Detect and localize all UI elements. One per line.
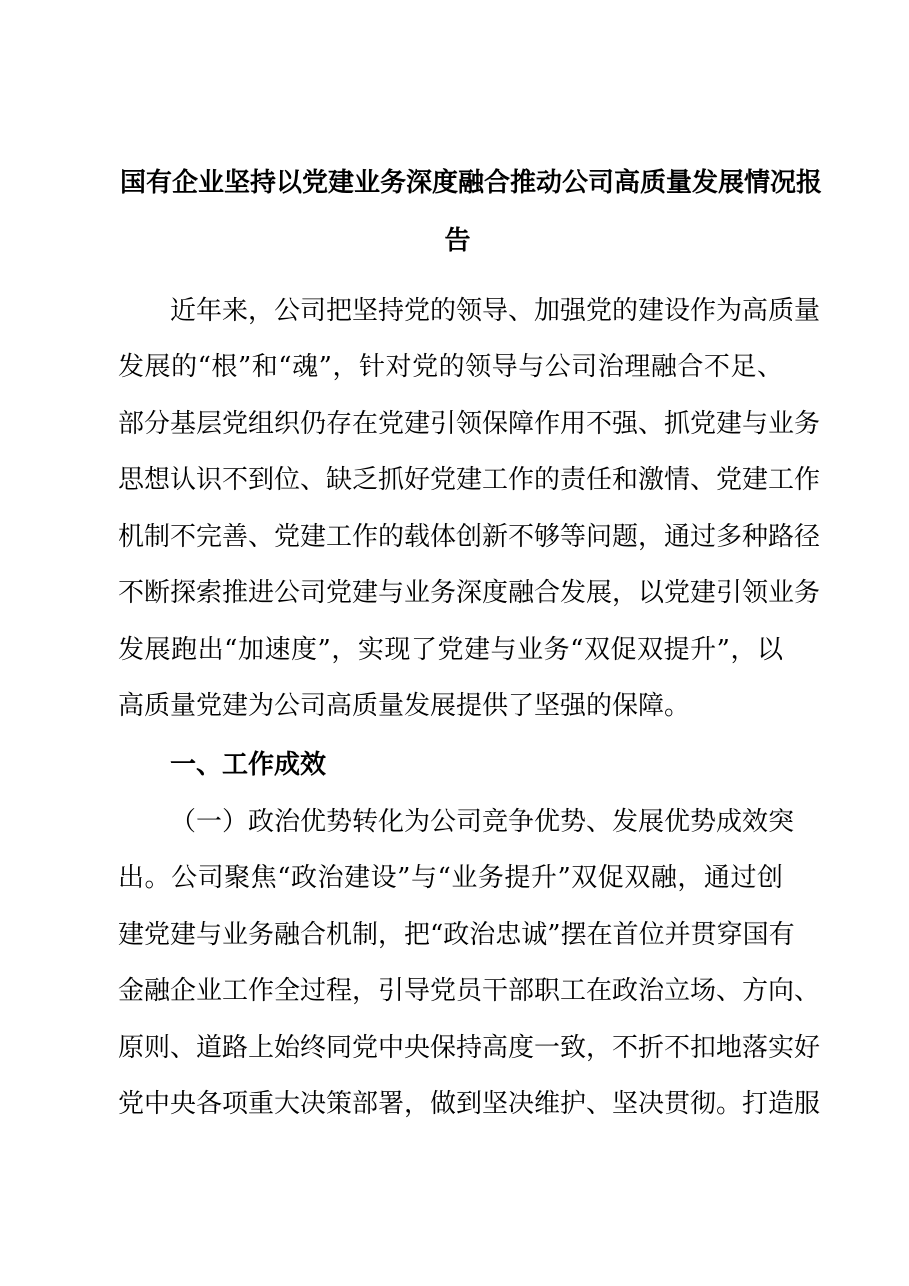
subsection-line: （一）政治优势转化为公司竞争优势、发展优势成效突 [170, 807, 795, 837]
intro-line: 高质量党建为公司高质量发展提供了坚强的保障。 [118, 691, 691, 721]
document-title-line-1: 国有企业坚持以党建业务深度融合推动公司高质量发展情况报 [120, 168, 823, 198]
subsection-line: 建党建与业务融合机制，把“政治忠诚”摆在首位并贯穿国有 [118, 920, 795, 950]
subsection-line: 党中央各项重大决策部署，做到坚决维护、坚决贯彻。打造服 [118, 1089, 821, 1119]
subsection-line: 出。公司聚焦“政治建设”与“业务提升”双促双融，通过创 [118, 863, 783, 893]
intro-line: 近年来，公司把坚持党的领导、加强党的建设作为高质量 [170, 296, 821, 326]
subsection-line: 金融企业工作全过程，引导党员干部职工在政治立场、方向、 [118, 976, 821, 1006]
subsection-line: 原则、道路上始终同党中央保持高度一致，不折不扣地落实好 [118, 1033, 821, 1063]
document-title-line-2: 告 [444, 226, 471, 256]
intro-line: 机制不完善、党建工作的载体创新不够等问题，通过多种路径 [118, 522, 821, 552]
intro-line: 发展的“根”和“魂”，针对党的领导与公司治理融合不足、 [118, 352, 783, 382]
intro-line: 思想认识不到位、缺乏抓好党建工作的责任和激情、党建工作 [118, 465, 821, 495]
intro-line: 不断探索推进公司党建与业务深度融合发展，以党建引领业务 [118, 578, 821, 608]
intro-line: 发展跑出“加速度”，实现了党建与业务“双促双提升”，以 [118, 635, 783, 665]
section-heading: 一、工作成效 [170, 750, 327, 780]
intro-line: 部分基层党组织仍存在党建引领保障作用不强、抓党建与业务 [118, 409, 821, 439]
